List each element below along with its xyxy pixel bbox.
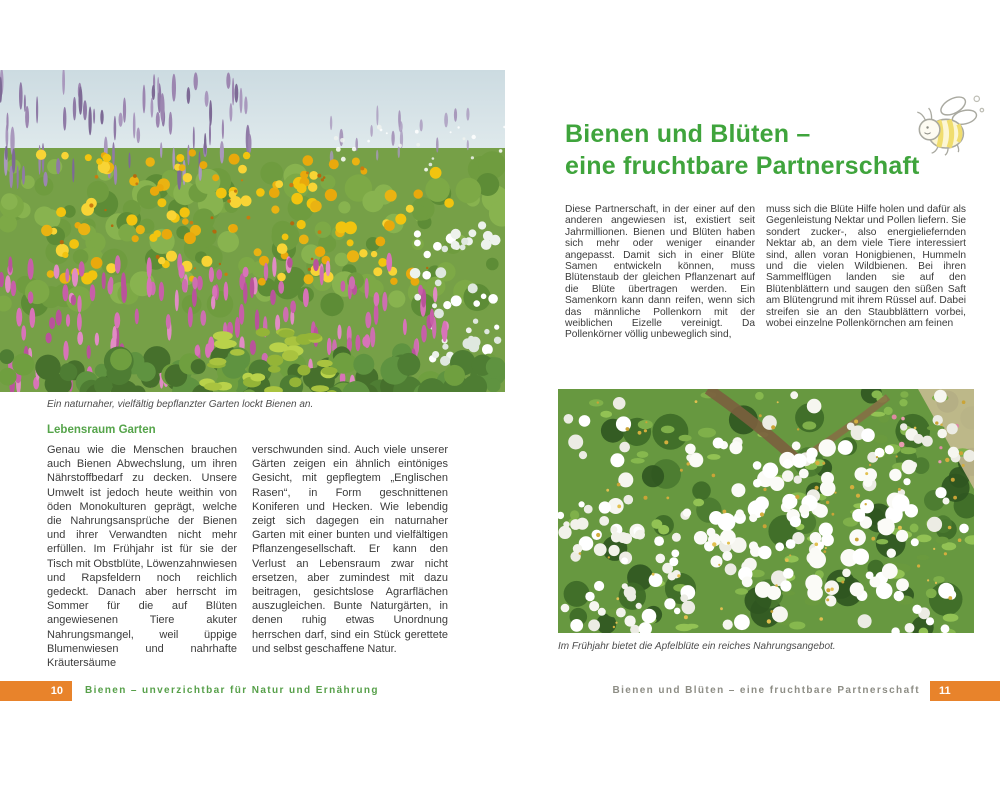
running-title-left: Bienen – unverzichtbar für Natur und Ernährung [85,685,379,696]
page-number-left-value: 10 [50,685,63,697]
apple-blossom-illustration [558,389,974,633]
garden-photo-illustration [0,70,505,392]
body-column-left-1: Genau wie die Menschen brauchen auch Bienen Abwechslung, um ihren Nährstoffbedarf zu decken. Unsere Umwelt ist jedoch heute weithin von öden Monokulturen geprägt, welche die Nahrungsansprüche der Bienen und ihrer Verwandten nicht mehr erfüllen. Im Frühjahr ist für sie der Tisch mit Obstblüte, Löwenzahnwiesen und Rapsfeldern noch reichlich gedeckt. Danach aber herrscht im Sommer für die auf Blüten angewiesenen Tiere akuter Nahrungsmangel, weil üppige Blumenwiesen und nahrhafte Kräutersäume [47,444,237,670]
page-number-right-value: 11 [939,685,951,697]
bee-icon [905,88,987,166]
body-column-right-2: muss sich die Blüte Hilfe holen und dafür als Gegenleistung Nektar und Pollen liefern. Sie sondert zucker-, also energieliefernden Nektar ab, an dem viele Tiere interessiert sind, allen voran Honigbienen, Hummeln und die vielen Wildbienen. Bei ihren Sammelflügen landen sie auf den Blütenblättern und saugen den süßen Saft am Blütengrund mit ihrem Rüssel auf. Dabei streifen sie an den Staubblättern vorbei, wobei einzelne Pollenkörnchen am feinen [766,204,966,330]
blossom-photo-caption: Im Frühjahr bietet die Apfelblüte ein reiches Nahrungsangebot. [558,641,836,652]
page-number-right [930,681,1000,701]
body-column-right-1: Diese Partnerschaft, in der einer auf den anderen angewiesen ist, existiert seit Jahrmillionen. Bienen und Blüten haben sich mehr oder weniger einander angepasst. Damit sich in einer Blüte Samen entwickeln können, muss Blütenstaub der gleichen Pflanzenart auf die Blüte übertragen werden. Ein Samenkorn kann dann reifen, wenn sich das männliche Pollenkorn mit der weiblichen Eizelle vereinigt. Da Pollenkörner völlig unbeweglich sind, [565,204,755,341]
page-number-left [0,681,72,701]
chapter-title-line2: eine fruchtbare Partnerschaft [565,152,920,180]
running-title-right: Bienen und Blüten – eine fruchtbare Partnerschaft [612,685,920,696]
chapter-title [565,118,920,182]
body-column-left-2: verschwunden sind. Auch viele unserer Gärten zeigen ein ähnlich eintöniges Gesicht, mit gepflegtem „Englischen Rasen“, in Form geschnittenen Koniferen und Hecken. Wie lebendig zeigt sich dagegen ein naturnaher Garten mit einer bunten und vielfältigen Pflanzengesellschaft. Er kann den Verlust an Lebensraum zwar nicht ersetzen, aber zumindest mit dazu beitragen, gesichtslose Agrarflächen auszugleichen. Bunte Naturgärten, in denen ruhig etwas Unordnung herrschen darf, sind ein Stück gerettete und selbst geschaffene Natur. [252,444,448,655]
apple-blossom-photo [558,389,974,633]
garden-photo [0,70,505,392]
garden-photo-caption: Ein naturnaher, vielfältig bepflanzter Garten lockt Bienen an. [47,399,314,410]
chapter-title-line1: Bienen und Blüten – [565,120,811,148]
section-heading: Lebensraum Garten [47,424,156,436]
